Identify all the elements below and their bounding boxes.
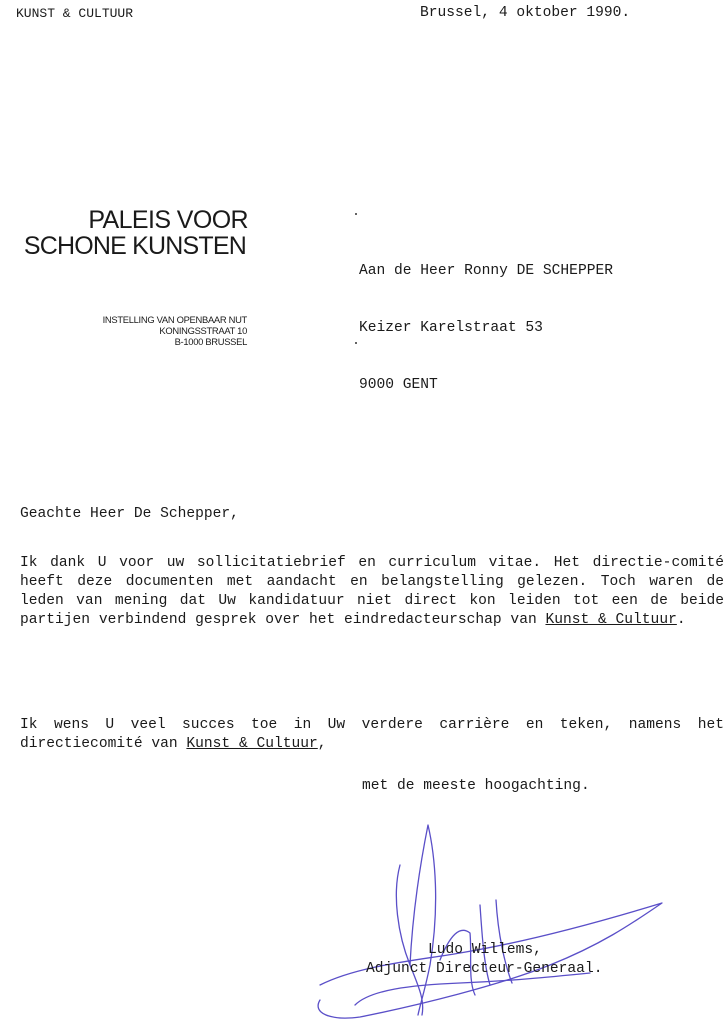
salutation: Geachte Heer De Schepper, — [20, 506, 239, 522]
closing-line: met de meeste hoogachting. — [362, 778, 590, 794]
body-paragraph — [20, 716, 724, 754]
punctuation: , — [317, 736, 327, 752]
paragraph-text: Ik wens U veel succes toe in Uw verdere carrière en teken, namens het directiecomité van — [20, 717, 724, 752]
letterhead-name-line1: PALEIS VOOR — [88, 206, 248, 234]
signatory-name: Ludo Willems, — [428, 942, 542, 958]
handwritten-signature — [300, 815, 680, 1024]
punctuation: . — [676, 612, 686, 628]
letterhead-info-line: B-1000 BRUSSEL — [174, 336, 247, 347]
address-line: Keizer Karelstraat 53 — [359, 320, 543, 336]
address-line: Aan de Heer Ronny DE SCHEPPER — [359, 263, 613, 279]
paragraph-text: Ik dank U voor uw sollicitatiebrief en curriculum vitae. Het directie-comité heeft deze documenten met aandacht en belangstelling gelezen. Toch waren de leden van mening dat Uw kandidatuur niet direct kon leiden tot een de beide partijen verbindend gesprek over het eindredacteurschap van — [20, 555, 724, 628]
publication-name: Kunst & Cultuur — [186, 736, 318, 752]
signatory-title: Adjunct Directeur-Generaal. — [366, 961, 603, 977]
letterhead-info-line: INSTELLING VAN OPENBAAR NUT — [102, 314, 247, 325]
letter-date: Brussel, 4 oktober 1990. — [420, 5, 631, 21]
letterhead-name-line2: SCHONE KUNSTEN — [23, 232, 246, 260]
sender-tag: KUNST & CULTUUR — [16, 6, 134, 21]
fold-mark — [355, 213, 357, 215]
publication-name: Kunst & Cultuur — [545, 612, 677, 628]
fold-mark — [355, 342, 357, 344]
letterhead-info-line: KONINGSSTRAAT 10 — [159, 325, 247, 336]
recipient-address — [359, 224, 613, 414]
letterhead-logo — [0, 208, 248, 260]
letterhead-info — [40, 314, 247, 347]
address-line: 9000 GENT — [359, 377, 438, 393]
body-paragraph — [20, 554, 724, 630]
